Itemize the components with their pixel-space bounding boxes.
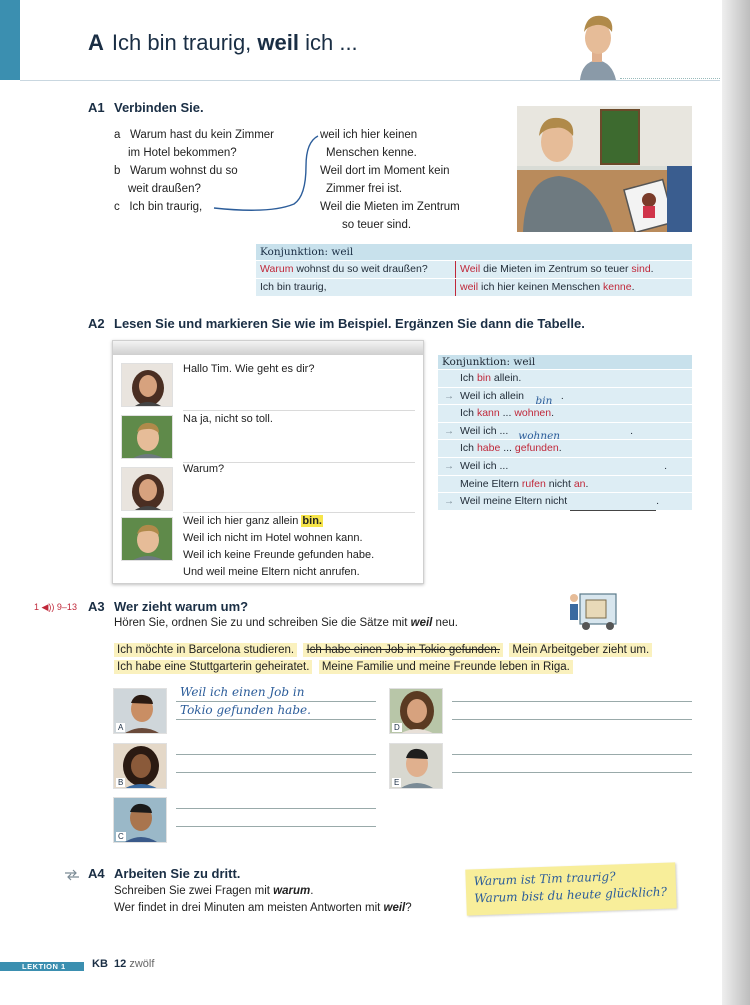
a1-item-c: c Ich bin traurig, (114, 201, 203, 213)
writing-line[interactable] (176, 719, 376, 720)
avatar-tim (121, 415, 173, 459)
table-row: Meine Eltern rufen nicht an. (438, 475, 692, 493)
a1-grammar-row: Ich bin traurig, weil ich hier keinen Menschen kenne. (256, 278, 692, 296)
tim-on-sofa-photo (517, 106, 692, 232)
person-photo-e: E (389, 743, 443, 789)
table-row: Ich bin allein. (438, 369, 692, 387)
writing-line[interactable] (452, 754, 692, 755)
a1-connection-line (210, 130, 320, 220)
table-row: Ich habe ... gefunden. (438, 439, 692, 457)
lesson-tag: LEKTION 1 (0, 962, 84, 971)
a1-answer-3: Weil die Mieten im Zentrum so teuer sind. (320, 201, 460, 231)
avatar-tim (121, 517, 173, 561)
a1-grammar-row: Warum wohnst du so weit draußen? Weil die Mieten im Zentrum so teuer sind. (256, 260, 692, 278)
table-row: → Weil meine Eltern nicht . (438, 492, 692, 510)
tim-portrait-photo (572, 10, 622, 80)
chat-message-4: Weil ich hier ganz allein bin. Weil ich nicht im Hotel wohnen kann. Weil ich keine Freunde gefunden habe. Und weil meine Eltern nicht anrufen. (183, 515, 375, 578)
a1-item-b: b Warum wohnst du so weit draußen? (114, 165, 238, 195)
writing-line[interactable] (176, 701, 376, 702)
page-title: A Ich bin traurig, weil ich ... (88, 30, 358, 55)
a1-grammar-heading: Konjunktion: weil (256, 244, 692, 260)
a3-options-line-2: Ich habe eine Stuttgarterin geheiratet. Meine Familie und meine Freunde leben in Riga. (114, 658, 573, 676)
a1-title: Verbinden Sie. (114, 100, 204, 115)
chat-message-1: Hallo Tim. Wie geht es dir? (183, 363, 315, 375)
a4-instruction-2: Wer findet in drei Minuten am meisten Antworten mit weil? (114, 902, 412, 914)
avatar-woman (121, 363, 173, 407)
header-divider (20, 80, 720, 81)
a4-title: Arbeiten Sie zu dritt. (114, 866, 241, 881)
a4-number: A4 (88, 866, 105, 881)
writing-line[interactable] (452, 701, 692, 702)
table-row: → Weil ich allein bin . (438, 387, 692, 405)
writing-line[interactable] (176, 772, 376, 773)
writing-line[interactable] (176, 826, 376, 827)
header-dotted-line (620, 78, 720, 79)
a4-instruction-1: Schreiben Sie zwei Fragen mit warum. (114, 885, 314, 897)
a2-title: Lesen Sie und markieren Sie wie im Beispiel. Ergänzen Sie dann die Tabelle. (114, 316, 585, 331)
a1-item-a: a Warum hast du kein Zimmer im Hotel bekommen? (114, 129, 274, 159)
sticky-note (465, 862, 676, 915)
chat-title-bar (113, 341, 423, 355)
page-number: KB 12 zwölf (92, 958, 155, 970)
a1-answer-2: Weil dort im Moment kein Zimmer frei ist. (320, 165, 450, 195)
person-photo-d: D (389, 688, 443, 734)
moving-truck-illustration (566, 586, 628, 634)
table-row: → Weil ich ... . (438, 457, 692, 475)
a3-options-line-1: Ich möchte in Barcelona studieren. Ich habe einen Job in Tokio gefunden. Mein Arbeitgeber zieht um. (114, 641, 652, 659)
a2-conjunction-table (438, 355, 692, 510)
table-row: → Weil ich ... wohnen . (438, 422, 692, 440)
a3-number: A3 (88, 599, 105, 614)
handwritten-answer-line-1: Weil ich einen Job in (180, 685, 305, 699)
writing-line[interactable] (452, 719, 692, 720)
a1-number: A1 (88, 100, 105, 115)
person-photo-c: C (113, 797, 167, 843)
chat-message-3: Warum? (183, 463, 225, 475)
a2-number: A2 (88, 316, 105, 331)
writing-line[interactable] (176, 808, 376, 809)
person-photo-a: A (113, 688, 167, 734)
handwritten-answer-line-2: Tokio gefunden habe. (180, 703, 311, 717)
page-gutter (722, 0, 750, 1005)
partner-work-icon (64, 869, 80, 881)
person-photo-b: B (113, 743, 167, 789)
table-row: Ich kann ... wohnen. (438, 404, 692, 422)
chat-message-2: Na ja, nicht so toll. (183, 413, 273, 425)
chat-window (112, 340, 424, 584)
header-accent-bar (0, 0, 20, 80)
writing-line[interactable] (176, 754, 376, 755)
a1-grammar-box (256, 244, 692, 296)
a3-title: Wer zieht warum um? (114, 599, 249, 614)
avatar-woman (121, 467, 173, 511)
audio-track-marker: 1 ◀)) 9–13 (34, 602, 77, 612)
sticky-note-question-2: Warum bist du heute glücklich? (474, 884, 668, 906)
a3-instructions: Hören Sie, ordnen Sie zu und schreiben Sie die Sätze mit weil neu. (114, 617, 458, 629)
a2-table-heading: Konjunktion: weil (438, 355, 692, 369)
sticky-note-question-1: Warum ist Tim traurig? (473, 869, 616, 889)
writing-line[interactable] (452, 772, 692, 773)
a1-answer-1: weil ich hier keinen Menschen kenne. (320, 129, 418, 159)
